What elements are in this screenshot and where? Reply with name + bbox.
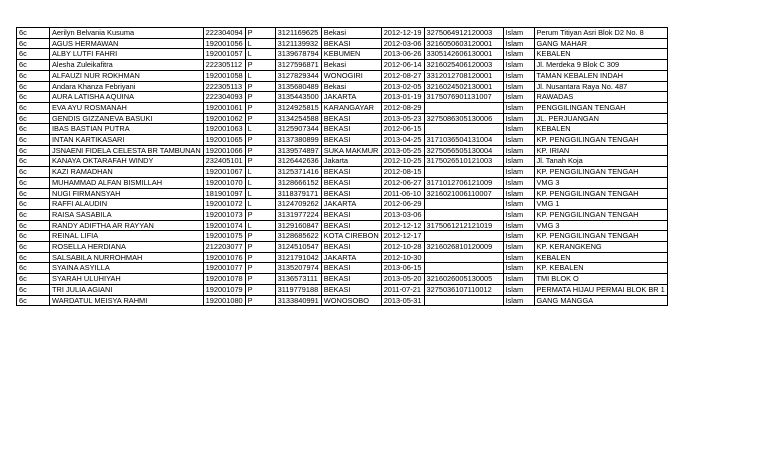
cell-address[interactable]: KEBALEN [534,252,667,263]
cell-birthdate[interactable]: 2013-06-15 [381,263,424,274]
cell-class[interactable]: 6c [17,188,50,199]
table-row [17,92,668,103]
cell-name[interactable]: Andara Khanza Febriyani [50,81,204,92]
cell-birthdate[interactable]: 2013-06-26 [381,49,424,60]
cell-nisn[interactable]: 3135680489 [275,81,321,92]
cell-address[interactable]: TAMAN KEBALEN INDAH [534,70,667,81]
cell-class[interactable]: 6c [17,70,50,81]
cell-class[interactable]: 6c [17,60,50,71]
cell-gender[interactable]: P [245,102,275,113]
table-row [17,284,668,295]
cell-birthdate[interactable]: 2012-06-29 [381,199,424,210]
cell-nik[interactable] [424,124,503,135]
cell-nik[interactable] [424,167,503,178]
cell-nisn[interactable]: 3129160847 [275,220,321,231]
cell-gender[interactable]: L [245,124,275,135]
cell-class[interactable]: 6c [17,145,50,156]
cell-religion[interactable]: Islam [503,274,534,285]
cell-name[interactable]: NUGI FIRMANSYAH [50,188,204,199]
cell-name[interactable]: Aerilyn Belvania Kusuma [50,28,204,39]
cell-nisn[interactable]: 3118379171 [275,188,321,199]
cell-religion[interactable]: Islam [503,124,534,135]
cell-name[interactable]: AGUS HERMAWAN [50,38,204,49]
table-row [17,49,668,60]
cell-nisn[interactable]: 3126442636 [275,156,321,167]
table-row [17,220,668,231]
table-row [17,263,668,274]
cell-nik[interactable]: 3175076901131007 [424,92,503,103]
table-row [17,199,668,210]
cell-nisn[interactable]: 3127596871 [275,60,321,71]
cell-religion[interactable]: Islam [503,70,534,81]
cell-address[interactable]: TMI BLOK O [534,274,667,285]
table-row [17,81,668,92]
cell-gender[interactable]: P [245,242,275,253]
cell-address[interactable]: KEBALEN [534,49,667,60]
cell-nik[interactable]: 3275064912120003 [424,28,503,39]
cell-name[interactable]: KANAYA OKTARAFAH WINDY [50,156,204,167]
cell-class[interactable]: 6c [17,199,50,210]
cell-class[interactable]: 6c [17,102,50,113]
cell-nik[interactable]: 3312012708120001 [424,70,503,81]
cell-nik[interactable] [424,102,503,113]
cell-class[interactable]: 6c [17,231,50,242]
cell-nik[interactable]: 3175061212121019 [424,220,503,231]
cell-birthplace[interactable]: BEKASI [321,284,381,295]
cell-birthdate[interactable]: 2012-03-06 [381,38,424,49]
cell-birthdate[interactable]: 2012-10-25 [381,156,424,167]
cell-address[interactable]: KP. PENGGILINGAN TENGAH [534,167,667,178]
cell-nisn[interactable]: 3124925815 [275,102,321,113]
cell-religion[interactable]: Islam [503,113,534,124]
cell-class[interactable]: 6c [17,252,50,263]
cell-class[interactable]: 6c [17,124,50,135]
cell-nik[interactable]: 3216025406120003 [424,60,503,71]
cell-birthplace[interactable]: Bekasi [321,81,381,92]
cell-nisn[interactable]: 3127829344 [275,70,321,81]
cell-name[interactable]: JSNAENI FIDELA CELESTA BR TAMBUNAN [50,145,204,156]
cell-religion[interactable]: Islam [503,28,534,39]
table-body [17,28,668,306]
cell-nisn[interactable]: 3124709262 [275,199,321,210]
cell-class[interactable]: 6c [17,209,50,220]
cell-name[interactable]: AURA LATISHA AQUINA [50,92,204,103]
cell-birthdate[interactable]: 2013-05-25 [381,145,424,156]
cell-birthdate[interactable]: 2012-08-29 [381,102,424,113]
cell-religion[interactable]: Islam [503,209,534,220]
cell-address[interactable]: Jl. Nusantara Raya No. 487 [534,81,667,92]
table-row [17,38,668,49]
cell-nisn[interactable]: 3135443500 [275,92,321,103]
cell-birthplace[interactable]: BEKASI [321,220,381,231]
cell-nis[interactable]: 192001061 [203,102,245,113]
cell-nik[interactable]: 3216026810120009 [424,242,503,253]
cell-birthdate[interactable]: 2012-08-15 [381,167,424,178]
cell-nis[interactable]: 192001063 [203,124,245,135]
cell-name[interactable]: SYARAH ULUHIYAH [50,274,204,285]
cell-class[interactable]: 6c [17,113,50,124]
table-row [17,167,668,178]
cell-religion[interactable]: Islam [503,102,534,113]
cell-birthplace[interactable]: BEKASI [321,188,381,199]
cell-address[interactable]: VMG 1 [534,199,667,210]
cell-gender[interactable]: P [245,145,275,156]
cell-nisn[interactable]: 3134254588 [275,113,321,124]
cell-address[interactable]: KP. PENGGILINGAN TENGAH [534,188,667,199]
cell-birthdate[interactable]: 2012-12-12 [381,220,424,231]
cell-religion[interactable]: Islam [503,145,534,156]
cell-birthdate[interactable]: 2012-06-15 [381,124,424,135]
cell-class[interactable]: 6c [17,135,50,146]
table-row [17,124,668,135]
table-row [17,156,668,167]
cell-class[interactable]: 6c [17,284,50,295]
cell-birthdate[interactable]: 2012-12-17 [381,231,424,242]
cell-birthdate[interactable]: 2013-03-06 [381,209,424,220]
table-row [17,188,668,199]
cell-nisn[interactable]: 3139678794 [275,49,321,60]
cell-nis[interactable]: 192001076 [203,252,245,263]
cell-birthplace[interactable]: BEKASI [321,177,381,188]
cell-birthplace[interactable]: KEBUMEN [321,49,381,60]
cell-birthdate[interactable]: 2013-05-23 [381,113,424,124]
cell-birthdate[interactable]: 2012-06-14 [381,60,424,71]
cell-nisn[interactable]: 3124510547 [275,242,321,253]
table-row [17,231,668,242]
cell-gender[interactable]: P [245,156,275,167]
cell-address[interactable]: KP. KERANGKENG [534,242,667,253]
cell-birthdate[interactable]: 2013-05-31 [381,295,424,306]
cell-class[interactable]: 6c [17,274,50,285]
cell-address[interactable]: Perum Titiyan Asri Blok D2 No. 8 [534,28,667,39]
cell-nik[interactable] [424,295,503,306]
cell-gender[interactable]: P [245,231,275,242]
cell-class[interactable]: 6c [17,220,50,231]
cell-gender[interactable]: P [245,113,275,124]
cell-birthplace[interactable]: Bekasi [321,60,381,71]
cell-name[interactable]: RAFFI ALAUDIN [50,199,204,210]
cell-birthplace[interactable]: BEKASI [321,167,381,178]
cell-nisn[interactable]: 3121791042 [275,252,321,263]
cell-address[interactable]: KP. PENGGILINGAN TENGAH [534,231,667,242]
cell-nis[interactable]: 192001072 [203,199,245,210]
cell-gender[interactable]: P [245,92,275,103]
cell-nik[interactable] [424,252,503,263]
cell-birthdate[interactable]: 2012-08-27 [381,70,424,81]
cell-birthplace[interactable]: BEKASI [321,124,381,135]
table-row [17,28,668,39]
cell-nisn[interactable]: 3135207974 [275,263,321,274]
table-row [17,242,668,253]
cell-address[interactable]: PERMATA HIJAU PERMAI BLOK BR 1 [534,284,667,295]
cell-religion[interactable]: Islam [503,295,534,306]
cell-class[interactable]: 6c [17,92,50,103]
cell-nis[interactable]: 192001057 [203,49,245,60]
cell-religion[interactable]: Islam [503,156,534,167]
cell-birthplace[interactable]: BEKASI [321,263,381,274]
cell-nik[interactable]: 3216021006110007 [424,188,503,199]
cell-birthdate[interactable]: 2013-04-25 [381,135,424,146]
cell-gender[interactable]: L [245,38,275,49]
cell-class[interactable]: 6c [17,177,50,188]
cell-gender[interactable]: P [245,135,275,146]
cell-birthdate[interactable]: 2012-06-27 [381,177,424,188]
cell-nis[interactable]: 232405101 [203,156,245,167]
cell-nis[interactable]: 192001058 [203,70,245,81]
cell-nisn[interactable]: 3121139932 [275,38,321,49]
cell-nik[interactable]: 3175026510121003 [424,156,503,167]
cell-birthplace[interactable]: Bekasi [321,28,381,39]
cell-name[interactable]: RANDY ADIFTHA AR RAYYAN [50,220,204,231]
cell-nik[interactable] [424,199,503,210]
cell-nis[interactable]: 222304093 [203,92,245,103]
cell-address[interactable]: GANG MAHAR [534,38,667,49]
cell-nik[interactable] [424,209,503,220]
cell-birthplace[interactable]: Jakarta [321,156,381,167]
cell-name[interactable]: IBAS BASTIAN PUTRA [50,124,204,135]
cell-nis[interactable]: 192001074 [203,220,245,231]
cell-nisn[interactable]: 3131977224 [275,209,321,220]
cell-gender[interactable]: P [245,274,275,285]
cell-gender[interactable]: L [245,49,275,60]
cell-address[interactable]: PENGGILINGAN TENGAH [534,102,667,113]
cell-address[interactable]: KP. PENGGILINGAN TENGAH [534,135,667,146]
cell-birthplace[interactable]: SUKA MAKMUR [321,145,381,156]
cell-nisn[interactable]: 3125371416 [275,167,321,178]
cell-gender[interactable]: P [245,252,275,263]
table-row [17,135,668,146]
cell-nis[interactable]: 192001062 [203,113,245,124]
cell-name[interactable]: GENDIS GIZZANEVA BASUKI [50,113,204,124]
cell-address[interactable]: KP. KEBALEN [534,263,667,274]
cell-nik[interactable]: 3216026005130005 [424,274,503,285]
cell-class[interactable]: 6c [17,167,50,178]
cell-nik[interactable]: 3171012706121009 [424,177,503,188]
cell-name[interactable]: REINAL LIFIA [50,231,204,242]
table-row [17,102,668,113]
cell-birthdate[interactable]: 2011-06-10 [381,188,424,199]
cell-name[interactable]: WARDATUL MEISYA RAHMI [50,295,204,306]
student-table [16,27,668,306]
cell-religion[interactable]: Islam [503,60,534,71]
cell-nisn[interactable]: 3128666152 [275,177,321,188]
table-row [17,252,668,263]
cell-religion[interactable]: Islam [503,38,534,49]
cell-birthplace[interactable]: BEKASI [321,274,381,285]
cell-nik[interactable]: 3216024502130001 [424,81,503,92]
cell-name[interactable]: Alesha Zuleikafitra [50,60,204,71]
cell-nis[interactable]: 192001066 [203,145,245,156]
cell-nis[interactable]: 222305112 [203,60,245,71]
cell-nik[interactable]: 3171036504131004 [424,135,503,146]
cell-nisn[interactable]: 3136573111 [275,274,321,285]
cell-religion[interactable]: Islam [503,92,534,103]
cell-religion[interactable]: Islam [503,284,534,295]
cell-nisn[interactable]: 3119779188 [275,284,321,295]
cell-birthdate[interactable]: 2013-01-19 [381,92,424,103]
cell-class[interactable]: 6c [17,295,50,306]
cell-name[interactable]: EVA AYU ROSMANAH [50,102,204,113]
cell-class[interactable]: 6c [17,38,50,49]
cell-gender[interactable]: L [245,188,275,199]
cell-nis[interactable]: 222305113 [203,81,245,92]
cell-birthplace[interactable]: WONOSOBO [321,295,381,306]
cell-name[interactable]: ROSELLA HERDIANA [50,242,204,253]
cell-birthplace[interactable]: JAKARTA [321,199,381,210]
cell-name[interactable]: INTAN KARTIKASARI [50,135,204,146]
cell-nis[interactable]: 192001073 [203,209,245,220]
cell-address[interactable]: Jl. Merdeka 9 Blok C 309 [534,60,667,71]
cell-religion[interactable]: Islam [503,263,534,274]
cell-religion[interactable]: Islam [503,231,534,242]
cell-nis[interactable]: 181901097 [203,188,245,199]
cell-nis[interactable]: 192001067 [203,167,245,178]
table-row [17,295,668,306]
cell-address[interactable]: KEBALEN [534,124,667,135]
cell-name[interactable]: ALBY LUTFI FAHRI [50,49,204,60]
cell-religion[interactable]: Islam [503,135,534,146]
cell-address[interactable]: KP. PENGGILINGAN TENGAH [534,209,667,220]
cell-nisn[interactable]: 3125907344 [275,124,321,135]
cell-nis[interactable]: 192001077 [203,263,245,274]
cell-class[interactable]: 6c [17,81,50,92]
spreadsheet-sheet [16,27,668,306]
cell-nis[interactable]: 192001078 [203,274,245,285]
cell-nik[interactable]: 3305142606130001 [424,49,503,60]
cell-nis[interactable]: 192001065 [203,135,245,146]
cell-gender[interactable]: L [245,177,275,188]
cell-class[interactable]: 6c [17,156,50,167]
cell-name[interactable]: SALSABILA NURROHMAH [50,252,204,263]
cell-birthdate[interactable]: 2012-12-19 [381,28,424,39]
table-row [17,145,668,156]
cell-religion[interactable]: Islam [503,220,534,231]
cell-gender[interactable]: L [245,199,275,210]
cell-gender[interactable]: P [245,295,275,306]
cell-name[interactable]: ALFAUZI NUR ROKHMAN [50,70,204,81]
cell-nis[interactable]: 192001080 [203,295,245,306]
cell-gender[interactable]: P [245,284,275,295]
cell-religion[interactable]: Islam [503,49,534,60]
cell-birthplace[interactable]: KOTA CIREBON [321,231,381,242]
cell-birthplace[interactable]: BEKASI [321,38,381,49]
cell-birthplace[interactable]: WONOGIRI [321,70,381,81]
cell-religion[interactable]: Islam [503,188,534,199]
cell-address[interactable]: JL. PERJUANGAN [534,113,667,124]
cell-nis[interactable]: 222304094 [203,28,245,39]
cell-nik[interactable]: 3275086305130006 [424,113,503,124]
table-row [17,177,668,188]
cell-name[interactable]: MUHAMMAD ALFAN BISMILLAH [50,177,204,188]
cell-class[interactable]: 6c [17,242,50,253]
cell-birthdate[interactable]: 2013-02-05 [381,81,424,92]
cell-religion[interactable]: Islam [503,252,534,263]
cell-birthdate[interactable]: 2011-07-21 [381,284,424,295]
cell-nik[interactable] [424,263,503,274]
cell-gender[interactable]: P [245,28,275,39]
cell-nis[interactable]: 192001056 [203,38,245,49]
cell-address[interactable]: VMG 3 [534,220,667,231]
cell-class[interactable]: 6c [17,263,50,274]
cell-birthplace[interactable]: BEKASI [321,242,381,253]
cell-name[interactable]: RAISA SASABILA [50,209,204,220]
cell-religion[interactable]: Islam [503,81,534,92]
cell-gender[interactable]: P [245,81,275,92]
cell-class[interactable]: 6c [17,28,50,39]
cell-birthdate[interactable]: 2012-10-30 [381,252,424,263]
table-row [17,209,668,220]
cell-birthplace[interactable]: JAKARTA [321,252,381,263]
cell-nis[interactable]: 192001075 [203,231,245,242]
table-row [17,60,668,71]
cell-gender[interactable]: L [245,220,275,231]
cell-nisn[interactable]: 3121169625 [275,28,321,39]
cell-birthplace[interactable]: KARANGAYAR [321,102,381,113]
cell-nisn[interactable]: 3128685622 [275,231,321,242]
cell-address[interactable]: GANG MANGGA [534,295,667,306]
cell-nis[interactable]: 212203077 [203,242,245,253]
cell-birthplace[interactable]: JAKARTA [321,92,381,103]
cell-birthplace[interactable]: BEKASI [321,135,381,146]
cell-name[interactable]: SYAINA ASYILLA [50,263,204,274]
cell-nis[interactable]: 192001079 [203,284,245,295]
cell-address[interactable]: Jl. Tanah Koja [534,156,667,167]
cell-gender[interactable]: P [245,263,275,274]
cell-gender[interactable]: L [245,70,275,81]
cell-address[interactable]: RAWADAS [534,92,667,103]
cell-nik[interactable] [424,231,503,242]
cell-address[interactable]: KP. IRIAN [534,145,667,156]
cell-class[interactable]: 6c [17,49,50,60]
cell-nik[interactable]: 3216050603120001 [424,38,503,49]
cell-nik[interactable]: 3275056505130004 [424,145,503,156]
cell-name[interactable]: TRI JULIA AGIANI [50,284,204,295]
table-row [17,274,668,285]
cell-nis[interactable]: 192001070 [203,177,245,188]
cell-religion[interactable]: Islam [503,199,534,210]
cell-gender[interactable]: P [245,209,275,220]
cell-birthdate[interactable]: 2013-05-20 [381,274,424,285]
cell-gender[interactable]: L [245,167,275,178]
cell-address[interactable]: VMG 3 [534,177,667,188]
cell-name[interactable]: KAZI RAMADHAN [50,167,204,178]
cell-birthplace[interactable]: BEKASI [321,113,381,124]
table-row [17,70,668,81]
cell-birthdate[interactable]: 2012-10-28 [381,242,424,253]
cell-religion[interactable]: Islam [503,177,534,188]
table-row [17,113,668,124]
cell-nik[interactable]: 3275036107110012 [424,284,503,295]
cell-religion[interactable]: Islam [503,242,534,253]
cell-religion[interactable]: Islam [503,167,534,178]
cell-birthplace[interactable]: BEKASI [321,209,381,220]
cell-nisn[interactable]: 3139574897 [275,145,321,156]
cell-gender[interactable]: P [245,60,275,71]
cell-nisn[interactable]: 3133840991 [275,295,321,306]
cell-nisn[interactable]: 3137380899 [275,135,321,146]
